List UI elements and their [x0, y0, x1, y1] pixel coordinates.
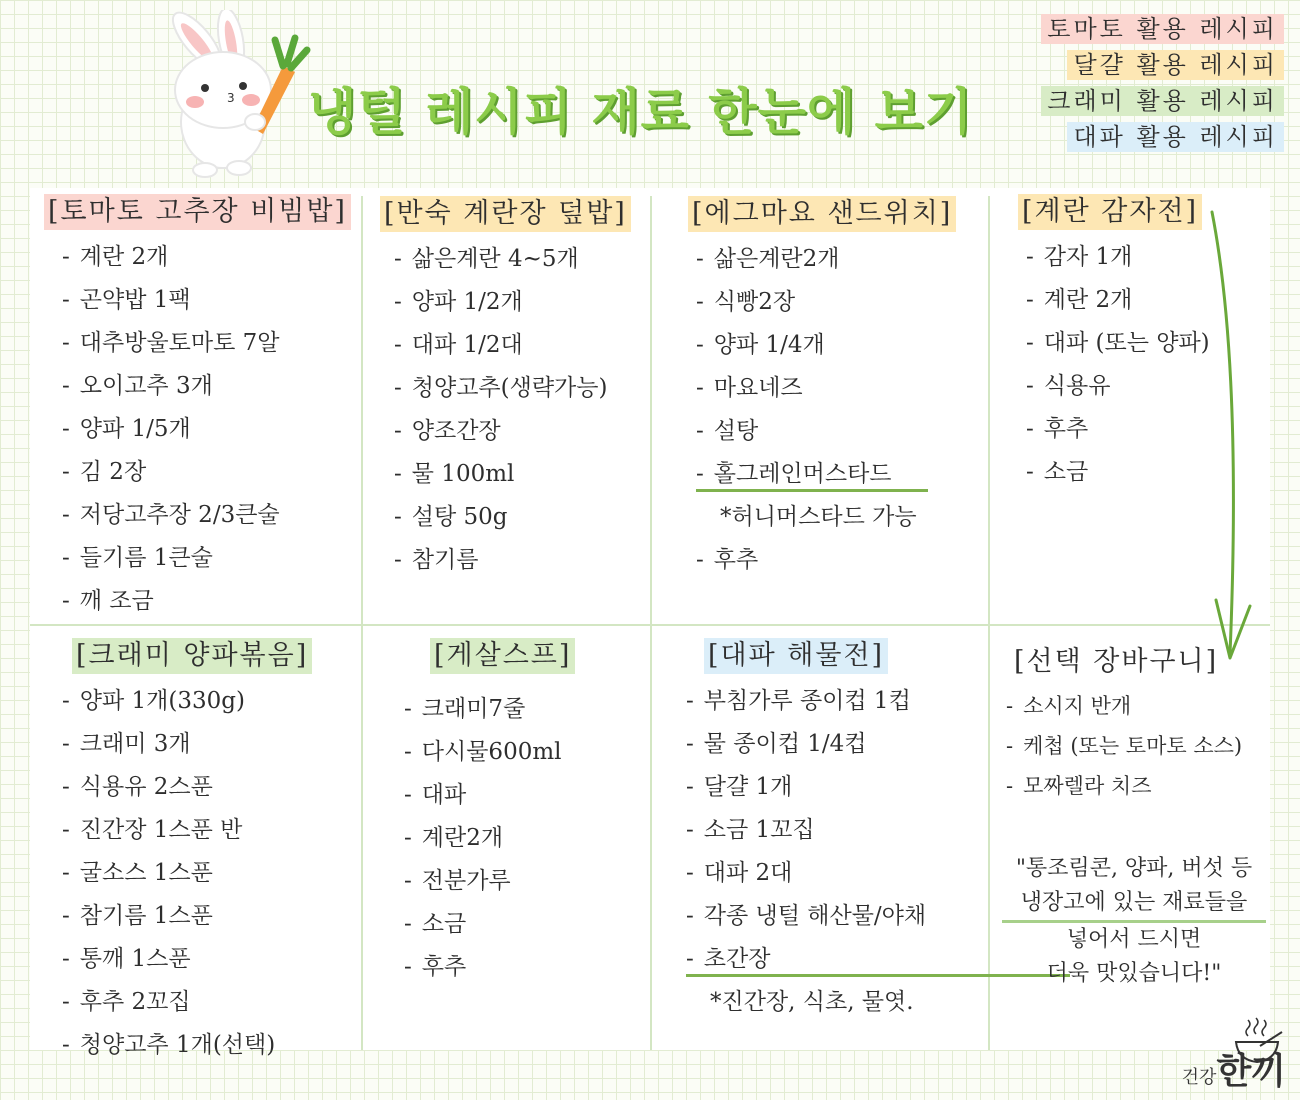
recipe-title: [선택 장바구니] [1014, 646, 1219, 677]
brand-small: 건강 [1181, 1067, 1217, 1088]
ingredient-item: - 후추 2꼬집 [62, 989, 191, 1015]
ingredient-item: - 양조간장 [394, 418, 501, 444]
ingredient-item: - 오이고추 3개 [62, 373, 213, 399]
recipe-title: [에그마요 샌드위치] [688, 196, 956, 232]
ingredient-note: *진간장, 식초, 물엿. [710, 989, 914, 1015]
recipe-card [404, 638, 575, 989]
ingredient-item: - 대파 2대 [686, 860, 793, 886]
ingredient-item: - 초간장 [686, 938, 1070, 981]
rabbit-carrot-illustration [135, 10, 315, 180]
ingredient-item: - 부침가루 종이컵 1컵 [686, 688, 911, 714]
ingredient-item: - 계란2개 [404, 825, 504, 851]
ingredient-item: - 김 2장 [62, 459, 147, 485]
legend-item-kanikama: 크래미 활용 레시피 [1041, 86, 1284, 116]
recipe-title: [토마토 고추장 비빔밥] [44, 194, 351, 230]
ingredient-item: - 다시물600ml [404, 739, 562, 765]
ingredient-item: - 청양고추(생략가능) [394, 375, 608, 401]
ingredient-item: - 소금 [404, 911, 467, 937]
recipe-title: [반숙 계란장 덮밥] [380, 196, 631, 232]
ingredient-item: - 설탕 50g [394, 504, 508, 530]
quote-line: "통조림콘, 양파, 버섯 등 [1015, 856, 1253, 881]
ingredient-item: - 굴소스 1스푼 [62, 860, 213, 886]
legend [1041, 14, 1284, 158]
legend-item-tomato: 토마토 활용 레시피 [1041, 14, 1284, 44]
ingredient-item: - 삶은계란2개 [696, 246, 840, 272]
ingredient-item: - 후추 [696, 547, 759, 573]
legend-item-egg: 달걀 활용 레시피 [1067, 50, 1284, 80]
ingredient-item: - 계란 2개 [1026, 287, 1133, 313]
ingredient-item: - 통깨 1스푼 [62, 946, 191, 972]
ingredient-item: - 케첩 (또는 토마토 소스) [1006, 734, 1243, 758]
ingredient-item: - 각종 냉털 해산물/야채 [686, 903, 927, 929]
ingredient-item: - 진간장 1스푼 반 [62, 817, 243, 843]
ingredient-item: - 후추 [1026, 416, 1089, 442]
ingredient-item: - 크래미 3개 [62, 731, 191, 757]
ingredient-item: - 식용유 2스푼 [62, 774, 213, 800]
ingredient-item: - 전분가루 [404, 868, 511, 894]
tip-quote [1002, 852, 1266, 991]
recipe-card [62, 638, 312, 1067]
recipe-title: [게살스프] [430, 638, 575, 674]
recipe-title: [크래미 양파볶음] [72, 638, 312, 674]
ingredient-item: - 양파 1/2개 [394, 289, 523, 315]
ingredient-list [44, 236, 351, 623]
ingredient-item: - 양파 1/4개 [696, 332, 825, 358]
recipe-card [1006, 644, 1243, 806]
recipe-card [688, 196, 956, 582]
ingredient-item: - 소시지 반개 [1006, 694, 1132, 718]
recipe-card [44, 194, 351, 623]
column-divider [650, 196, 652, 1050]
ingredient-item: - 마요네즈 [696, 375, 803, 401]
ingredient-list [404, 688, 575, 989]
ingredient-list [62, 680, 312, 1067]
ingredient-item: - 저당고추장 2/3큰술 [62, 502, 280, 528]
ingredient-item: - 설탕 [696, 418, 759, 444]
ingredient-item: - 대추방울토마토 7알 [62, 330, 280, 356]
ingredient-item: - 양파 1/5개 [62, 416, 191, 442]
ingredient-item: - 감자 1개 [1026, 244, 1133, 270]
brand-logo [1182, 1043, 1286, 1094]
ingredient-list [380, 238, 631, 582]
legend-item-greenonion: 대파 활용 레시피 [1067, 122, 1284, 152]
ingredient-item: - 홀그레인머스타드 [696, 453, 956, 496]
ingredient-item: - 소금 1꼬집 [686, 817, 815, 843]
ingredient-item: - 대파 [404, 782, 467, 808]
ingredient-item: - 달걀 1개 [686, 774, 793, 800]
row-divider [30, 624, 1270, 626]
recipe-title: [대파 해물전] [704, 638, 888, 674]
ingredient-item: - 식용유 [1026, 373, 1111, 399]
brand-big: 한끼 [1216, 1051, 1286, 1092]
ingredient-item: - 곤약밥 1팩 [62, 287, 191, 313]
ingredient-item: - 들기름 1큰술 [62, 545, 213, 571]
ingredient-item: - 계란 2개 [62, 244, 169, 270]
ingredient-item: - 소금 [1026, 459, 1089, 485]
quote-line: 더욱 맛있습니다!" [1046, 961, 1222, 986]
ingredient-item: - 후추 [404, 954, 467, 980]
ingredient-item: - 참기름 1스푼 [62, 903, 213, 929]
column-divider [361, 196, 363, 1050]
page-title: 냉털 레시피 재료 한눈에 보기 [308, 83, 974, 141]
ingredient-item: - 삶은계란 4~5개 [394, 246, 579, 272]
ingredient-note: *허니머스타드 가능 [720, 504, 917, 530]
recipe-title: [계란 감자전] [1018, 194, 1202, 230]
recipe-card [1018, 194, 1210, 494]
arrow-down-icon [1196, 206, 1266, 666]
recipe-card [380, 196, 631, 582]
ingredient-item: - 물 100ml [394, 461, 515, 487]
ingredient-item: - 대파 (또는 양파) [1026, 330, 1210, 356]
ingredient-item: - 크래미7줄 [404, 696, 526, 722]
ingredient-list [1006, 686, 1242, 806]
ingredient-item: - 깨 조금 [62, 588, 154, 614]
quote-line: 넣어서 드시면 [1066, 927, 1202, 952]
ingredient-list [1018, 236, 1210, 494]
ingredient-item: - 청양고추 1개(선택) [62, 1032, 276, 1058]
ingredient-item: - 식빵2장 [696, 289, 796, 315]
ingredient-item: - 물 종이컵 1/4컵 [686, 731, 867, 757]
ingredient-item: - 모짜렐라 치즈 [1006, 774, 1152, 798]
ingredient-item: - 양파 1개(330g) [62, 688, 245, 714]
svg-text:3: 3 [227, 91, 235, 105]
ingredient-list [688, 238, 956, 582]
ingredient-item: - 대파 1/2대 [394, 332, 523, 358]
ingredient-item: - 참기름 [394, 547, 479, 573]
quote-line: 냉장고에 있는 재료들을 [1002, 886, 1266, 923]
